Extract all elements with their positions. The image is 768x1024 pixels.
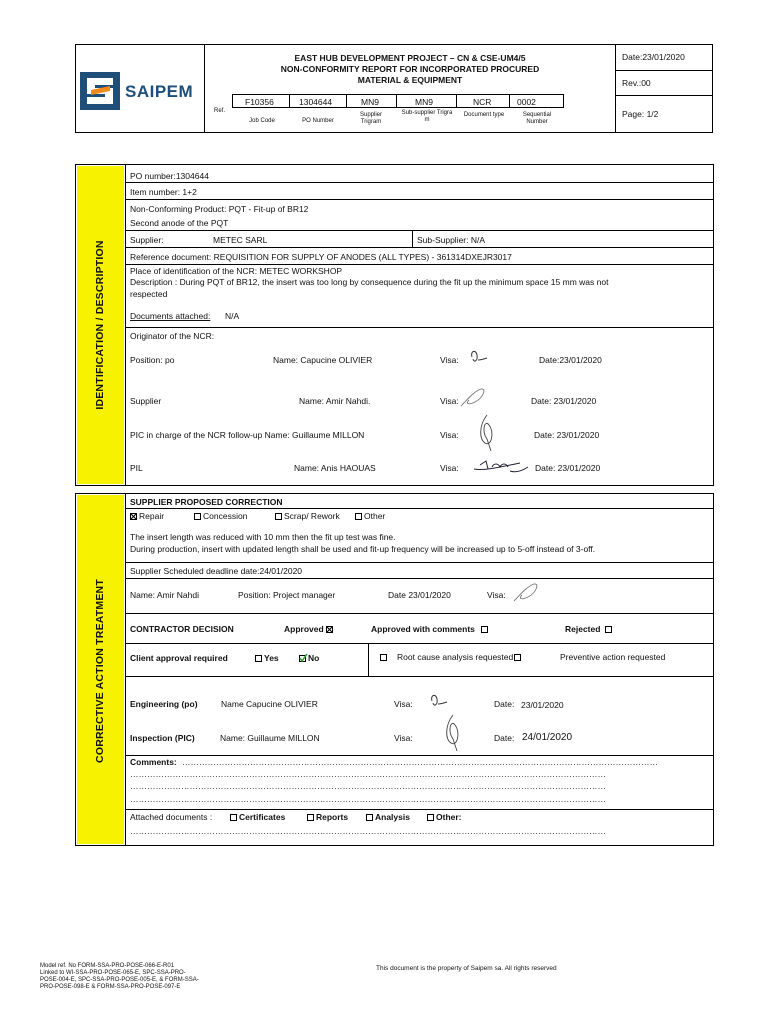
header-divider (615, 95, 713, 96)
documents-attached-value: N/A (225, 311, 240, 321)
ref-grid-line (232, 107, 564, 108)
attach-other-label: Other: (436, 812, 462, 822)
certificates-checkbox[interactable] (230, 814, 237, 821)
inspection-visa-label: Visa: (394, 733, 413, 743)
comments-line[interactable]: …………………………………………………………………………………………………………………………………………………… (182, 757, 658, 767)
attach-other[interactable] (427, 812, 462, 822)
row-line (125, 613, 714, 614)
po-number: PO number:1304644 (130, 171, 209, 181)
pil-label: PIL (130, 463, 143, 473)
caption-supplier-trigram: Supplier Trigram (359, 112, 382, 125)
row-line (125, 809, 714, 810)
ref-grid-line (289, 94, 290, 108)
item-number: Item number: 1+2 (130, 187, 197, 197)
footer-linked-line2: POSE-004-E, SPC-SSA-PRO-POSE-005-E, & FORM-SSA- (40, 977, 199, 983)
attached-other-line[interactable]: …………………………………………………………………………………………………………………………………………………… (130, 826, 606, 836)
attach-other-checkbox[interactable] (427, 814, 434, 821)
ref-sequential-number: 0002 (517, 97, 536, 107)
engineering-date-label: Date: (494, 699, 515, 709)
inspection-signature (441, 713, 465, 758)
footer-linked-line1: Linked to WI-SSA-PRO-POSE-065-E, SPC-SSA-PRO- (40, 970, 186, 976)
subsupplier: Sub-Supplier: N/A (417, 235, 486, 245)
root-cause-label: Root cause analysis requested (397, 652, 514, 662)
caption-sequential-number: Sequential Number (522, 112, 552, 125)
engineering-visa-label: Visa: (394, 699, 413, 709)
saipem-logo-icon (80, 72, 120, 110)
correction-text: The insert length was reduced with 10 mm then the fit up test was fine. (130, 532, 396, 542)
row-line (412, 230, 413, 247)
option-concession[interactable] (194, 511, 247, 521)
row-line (125, 755, 714, 756)
header-page: Page: 1/2 (622, 109, 659, 119)
ref-po-number: 1304644 (299, 97, 333, 107)
concession-checkbox[interactable] (194, 513, 201, 520)
pil-date: Date: 23/01/2020 (535, 463, 601, 473)
client-approval-label: Client approval required (130, 653, 228, 663)
row-line (125, 199, 714, 200)
pil-visa-label: Visa: (440, 463, 459, 473)
inspection-date-label: Date: (494, 733, 515, 743)
ref-grid-line (396, 94, 397, 108)
section-divider (125, 493, 126, 846)
pic-label: PIC in charge of the NCR follow-up Name: Guillaume MILLON (130, 430, 365, 440)
reports-label: Reports (316, 812, 349, 822)
supplier-label: Supplier: (130, 235, 164, 245)
identification-side-label: IDENTIFICATION / DESCRIPTION (94, 240, 106, 410)
inspection-date: 24/01/2020 (522, 732, 573, 743)
ref-label: Ref. (214, 108, 226, 114)
description-line2: respected (130, 289, 168, 299)
preventive-checkbox[interactable] (514, 654, 521, 661)
footer-property-notice: This document is the property of Saipem sa. All rights reserved (376, 965, 557, 972)
approved-checkbox[interactable] (326, 626, 333, 633)
row-line (125, 562, 714, 563)
client-approval-yes[interactable] (255, 653, 279, 663)
originator-position: Position: po (130, 355, 175, 365)
option-other[interactable] (355, 511, 385, 521)
option-repair-label: Repair (139, 511, 165, 521)
originator-signature (468, 347, 490, 370)
comments-line[interactable]: …………………………………………………………………………………………………………………………………………………… (130, 794, 606, 804)
engineering-label: Engineering (po) (130, 699, 198, 709)
nonconforming-product: Non-Conforming Product: PQT - Fit-up of BR12 (130, 204, 309, 214)
ref-document-type: NCR (473, 97, 492, 107)
pil-name: Name: Anis HAOUAS (294, 463, 376, 473)
row-line (125, 676, 714, 677)
originator-visa-label: Visa: (440, 355, 459, 365)
option-scrap-rework[interactable] (275, 511, 340, 521)
row-line (125, 327, 714, 328)
row-line (125, 643, 714, 644)
pic-date: Date: 23/01/2020 (534, 430, 600, 440)
corrective-supplier-signature (512, 581, 542, 612)
attach-analysis[interactable] (366, 812, 410, 822)
page-title-line2: NON-CONFORMITY REPORT FOR INCORPORATED PROCURED (280, 64, 540, 74)
rejected-option[interactable] (565, 624, 614, 634)
corrective-supplier-position: Position: Project manager (238, 590, 336, 600)
row-line (125, 230, 714, 231)
supplier-visa-label: Visa: (440, 396, 459, 406)
comments-line[interactable]: …………………………………………………………………………………………………………………………………………………… (130, 781, 606, 791)
analysis-checkbox[interactable] (366, 814, 373, 821)
ref-grid-line (232, 94, 564, 95)
client-approval-no[interactable] (299, 653, 319, 663)
root-cause-option[interactable] (380, 652, 523, 662)
option-other-label: Other (364, 511, 386, 521)
pic-visa-label: Visa: (440, 430, 459, 440)
analysis-label: Analysis (375, 812, 410, 822)
engineering-name: Name Capucine OLIVIER (221, 699, 318, 709)
approved-label: Approved (284, 624, 324, 634)
supplier-date: Date: 23/01/2020 (531, 396, 597, 406)
logo-text: SAIPEM (125, 82, 194, 101)
section-divider (125, 164, 126, 486)
supplier-row-label: Supplier (130, 396, 162, 406)
originator-name: Name: Capucine OLIVIER (273, 355, 373, 365)
comments-label: Comments: (130, 757, 177, 767)
row-line (125, 247, 714, 248)
contractor-decision-label: CONTRACTOR DECISION (130, 624, 234, 634)
inspection-label: Inspection (PIC) (130, 733, 195, 743)
inspection-name: Name: Guillaume MILLON (220, 733, 320, 743)
supplier-correction-title: SUPPLIER PROPOSED CORRECTION (130, 497, 283, 507)
scrap-rework-checkbox[interactable] (275, 513, 282, 520)
yes-label: Yes (264, 653, 279, 663)
footer-model-ref: Model ref. No FORM-SSA-PRO-POSE-066-E-R01 (40, 963, 175, 969)
repair-checkbox[interactable] (130, 513, 137, 520)
row-line (125, 182, 714, 183)
ref-grid-line (232, 94, 233, 108)
option-concession-label: Concession (203, 511, 248, 521)
row-line (368, 643, 369, 676)
engineering-date: 23/01/2020 (521, 700, 564, 710)
originator-label: Originator of the NCR: (130, 331, 215, 341)
documents-attached-label: Documents attached: (130, 311, 211, 321)
no-label: No (308, 653, 320, 663)
ref-supplier-trigram: MN9 (361, 97, 379, 107)
caption-po-number: PO Number (302, 118, 334, 124)
attached-documents-label: Attached documents : (130, 812, 213, 822)
reference-document: Reference document: REQUISITION FOR SUPPLY OF ANODES (ALL TYPES) - 361314DXEJR3017 (130, 252, 512, 262)
header-divider (204, 44, 205, 133)
no-checkbox[interactable] (299, 655, 306, 662)
ref-grid-line (563, 94, 564, 108)
caption-subsupplier-trigram: Sub-supplier Trigra m (401, 110, 453, 123)
engineering-signature (428, 691, 450, 714)
supplier-deadline: Supplier Scheduled deadline date:24/01/2020 (130, 566, 303, 576)
header-divider (615, 44, 616, 133)
root-cause-checkbox[interactable] (380, 654, 387, 661)
corrective-side-label: CORRECTIVE ACTION TREATMENT (94, 579, 106, 763)
corrective-supplier-visa-label: Visa: (487, 590, 506, 600)
attach-certificates[interactable] (230, 812, 285, 822)
approved-comments-label: Approved with comments (371, 624, 475, 634)
pic-signature (475, 413, 499, 458)
nonconforming-product-line2: Second anode of the PQT (130, 218, 229, 228)
description: Description : During PQT of BR12, the insert was too long by consequence during the fit up the minimum space 15 mm was not (130, 277, 609, 287)
caption-job-code: Job Code (249, 118, 275, 124)
approved-comments-checkbox[interactable] (481, 626, 488, 633)
place-of-identification: Place of identification of the NCR: METEC WORKSHOP (130, 266, 343, 276)
option-repair[interactable] (130, 511, 164, 521)
ref-grid-line (346, 94, 347, 108)
attach-reports[interactable] (307, 812, 348, 822)
rejected-checkbox[interactable] (605, 626, 612, 633)
originator-date: Date:23/01/2020 (539, 355, 602, 365)
approved-with-comments-option[interactable] (371, 624, 490, 634)
ref-grid-line (509, 94, 510, 108)
correction-text-line2: During production, insert with updated length shall be used and fit-up frequency will be increased up to 5-off instead of 3-off. (130, 544, 596, 554)
header-divider (615, 70, 713, 71)
option-scrap-label: Scrap/ Rework (284, 511, 340, 521)
header-date: Date:23/01/2020 (622, 52, 685, 62)
page-title-line3: MATERIAL & EQUIPMENT (357, 75, 463, 85)
corrective-supplier-name: Name: Amir Nahdi (130, 590, 199, 600)
other-checkbox[interactable] (355, 513, 362, 520)
row-line (125, 264, 714, 265)
ref-subsupplier-trigram: MN9 (415, 97, 433, 107)
preventive-action-label: Preventive action requested (560, 652, 666, 662)
reports-checkbox[interactable] (307, 814, 314, 821)
caption-document-type: Document type (463, 112, 505, 118)
row-line (125, 508, 714, 509)
yes-checkbox[interactable] (255, 655, 262, 662)
supplier-value: METEC SARL (213, 235, 268, 245)
row-line (125, 578, 714, 579)
comments-line[interactable]: …………………………………………………………………………………………………………………………………………………… (130, 769, 606, 779)
ref-job-code: F10356 (245, 97, 274, 107)
certificates-label: Certificates (239, 812, 286, 822)
corrective-supplier-date: Date 23/01/2020 (388, 590, 451, 600)
header-rev: Rev.:00 (622, 78, 651, 88)
footer-linked-line3: PRO-POSE-098-E & FORM-SSA-PRO-POSE-097-E (40, 984, 181, 990)
supplier-name: Name: Amir Nahdi. (299, 396, 371, 406)
rejected-label: Rejected (565, 624, 601, 634)
page-title: EAST HUB DEVELOPMENT PROJECT – CN & CSE-UM4/5 (294, 53, 526, 63)
ref-grid-line (456, 94, 457, 108)
pil-signature (470, 455, 530, 484)
approved-option[interactable] (284, 624, 335, 634)
